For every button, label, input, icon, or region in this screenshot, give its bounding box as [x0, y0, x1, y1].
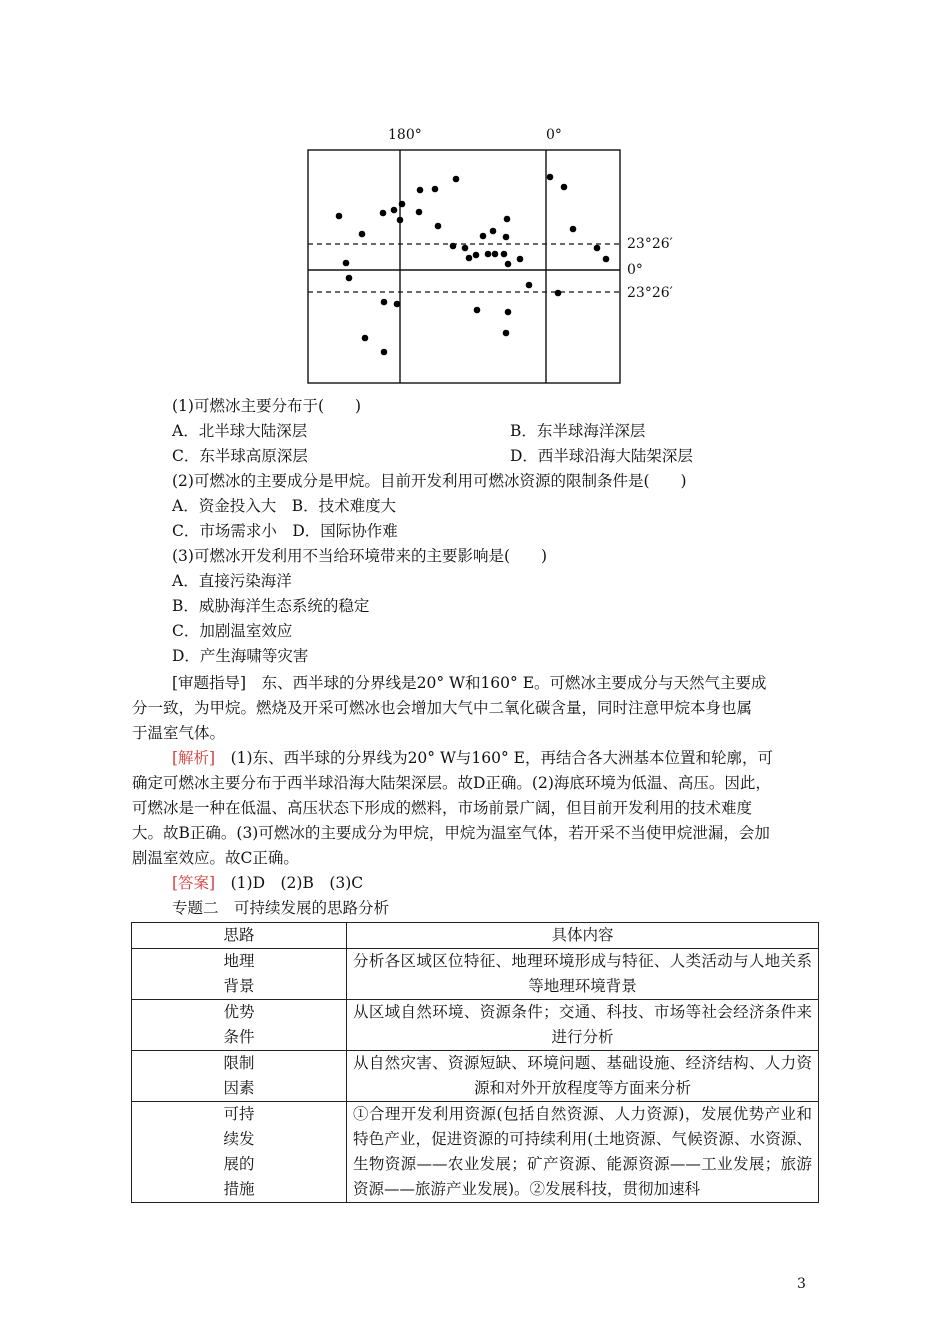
row-content-cell: ①合理开发利用资源(包括自然资源、人力资源)，发展优势产业和特色产业，促进资源的可持续利用(土地资源、气候资源、水资源、生物资源——农业发展；矿产资源、能源资源——工业发展；旅游资源——旅游产业发展)。②发展科技，贯彻加速科: [347, 1102, 819, 1203]
deposit-dot: [466, 255, 473, 262]
q3-option-c: C．加剧温室效应: [172, 622, 293, 640]
deposit-dot: [570, 226, 577, 233]
header-cell-content: 具体内容: [347, 923, 819, 949]
deposit-dot: [503, 330, 510, 337]
deposit-dot: [462, 245, 469, 252]
deposit-dot: [517, 256, 524, 263]
question-2: (2)可燃冰的主要成分是甲烷。目前开发利用可燃冰资源的限制条件是( ): [172, 472, 687, 490]
deposit-dot: [380, 210, 387, 217]
deposit-dot: [432, 186, 439, 193]
deposit-dot: [503, 234, 510, 241]
deposit-dot: [547, 174, 554, 181]
deposit-dot: [381, 299, 388, 306]
deposit-dot: [480, 233, 487, 240]
deposit-dot: [485, 251, 492, 258]
deposit-dot: [555, 290, 562, 297]
label-180: 180°: [388, 127, 422, 143]
deposit-dot: [474, 307, 481, 314]
row-label-line: 可持: [223, 1105, 255, 1123]
sustainable-development-table: [131, 922, 819, 1203]
q3-option-a: A．直接污染海洋: [172, 572, 292, 590]
row-content-cell: 从区域自然环境、资源条件；交通、科技、市场等社会经济条件来进行分析: [347, 1000, 819, 1051]
deposit-dot: [435, 223, 442, 230]
deposit-dot: [453, 176, 460, 183]
analysis-text-1: (1)东、西半球的分界线为20° W与160° E，再结合各大洲基本位置和轮廓，可: [215, 749, 773, 767]
q1-option-c: C．东半球高原深层: [172, 447, 308, 465]
map-frame: [308, 150, 620, 383]
answer-tag: [答案]: [172, 874, 216, 892]
row-label-line: 因素: [223, 1079, 255, 1097]
deposit-dot: [336, 213, 343, 220]
label-0-meridian: 0°: [546, 127, 562, 143]
label-tropic-south: 23°26′: [627, 285, 673, 301]
deposit-dot: [594, 245, 601, 252]
table-row: [132, 1102, 819, 1203]
deposit-dot: [394, 301, 401, 308]
analysis-line-5: 剧温室效应。故C正确。: [132, 849, 299, 867]
deposit-dot: [473, 252, 480, 259]
deposit-dot: [504, 216, 511, 223]
map-svg: [300, 120, 700, 390]
row-label-line: 续发: [223, 1130, 255, 1148]
row-content-cell: 分析各区域区位特征、地理环境形成与特征、人类活动与人地关系等地理环境背景: [347, 949, 819, 1000]
deposit-dot: [501, 251, 508, 258]
table-header-row: [132, 923, 819, 949]
gas-hydrate-distribution-map: [300, 120, 700, 390]
q3-option-b: B．威胁海洋生态系统的稳定: [172, 597, 370, 615]
row-label-line: 展的: [223, 1155, 255, 1173]
guide-line-2: 分一致，为甲烷。燃烧及开采可燃冰也会增加大气中二氧化碳含量，同时注意甲烷本身也属: [132, 699, 753, 717]
question-3: (3)可燃冰开发利用不当给环境带来的主要影响是( ): [172, 547, 548, 565]
row-label-cell: [132, 1000, 347, 1051]
deposit-dot: [391, 207, 398, 214]
q2-options-ab: A．资金投入大 B．技术难度大: [172, 497, 397, 515]
row-label-line: 限制: [223, 1054, 255, 1072]
row-label-line: 优势: [223, 1003, 255, 1021]
deposit-dot: [362, 335, 369, 342]
deposit-dot: [492, 251, 499, 258]
analysis-line-1: [172, 748, 773, 768]
page-number: 3: [797, 1276, 806, 1292]
guide-text-1: 东、西半球的分界线是20° W和160° E。可燃冰主要成分与天然气主要成: [246, 674, 767, 692]
deposit-dot: [416, 209, 423, 216]
analysis-tag: [解析]: [172, 749, 216, 767]
deposit-dot: [526, 282, 533, 289]
deposit-dot: [346, 275, 353, 282]
table-row: [132, 949, 819, 1000]
answer-line: [172, 873, 363, 893]
header-cell-thinking: 思路: [132, 923, 347, 949]
guide-line-1: [172, 673, 767, 693]
q3-option-d: D．产生海啸等灾害: [172, 647, 309, 665]
row-label-line: 条件: [223, 1028, 255, 1046]
row-label-line: 地理: [223, 952, 255, 970]
deposit-dot: [450, 243, 457, 250]
answer-text: (1)D (2)B (3)C: [215, 874, 364, 892]
deposit-dot: [505, 261, 512, 268]
table-row: [132, 1000, 819, 1051]
q2-options-cd: C．市场需求小 D．国际协作难: [172, 522, 398, 540]
row-label-cell: [132, 1051, 347, 1102]
deposit-dot: [603, 256, 610, 263]
deposit-dot: [561, 184, 568, 191]
analysis-line-4: 大。故B正确。(3)可燃冰的主要成分为甲烷，甲烷为温室气体，若开采不当使甲烷泄漏，会加: [132, 824, 770, 842]
question-1: (1)可燃冰主要分布于( ): [172, 397, 362, 415]
topic-title: 专题二 可持续发展的思路分析: [172, 899, 390, 917]
q1-option-d: D．西半球沿海大陆架深层: [510, 447, 693, 465]
analysis-line-3: 可燃冰是一种在低温、高压状态下形成的燃料，市场前景广阔，但目前开发利用的技术难度: [132, 799, 753, 817]
deposit-dot: [417, 187, 424, 194]
q1-option-a: A．北半球大陆深层: [172, 422, 308, 440]
deposit-dot: [359, 231, 366, 238]
deposit-points: [336, 174, 610, 356]
deposit-dot: [381, 349, 388, 356]
deposit-dot: [490, 228, 497, 235]
guide-tag: [审题指导]: [172, 674, 247, 692]
row-label-cell: [132, 1102, 347, 1203]
label-tropic-north: 23°26′: [627, 236, 673, 252]
row-label-cell: [132, 949, 347, 1000]
label-equator: 0°: [627, 262, 643, 278]
analysis-line-2: 确定可燃冰主要分布于西半球沿海大陆架深层。故D正确。(2)海底环境为低温、高压。因此，: [132, 774, 771, 792]
row-label-line: 措施: [223, 1180, 255, 1198]
deposit-dot: [399, 201, 406, 208]
guide-line-3: 于温室气体。: [132, 724, 226, 742]
row-label-line: 背景: [223, 977, 255, 995]
table-row: [132, 1051, 819, 1102]
row-content-cell: 从自然灾害、资源短缺、环境问题、基础设施、经济结构、人力资源和对外开放程度等方面来分析: [347, 1051, 819, 1102]
deposit-dot: [343, 260, 350, 267]
deposit-dot: [397, 217, 404, 224]
deposit-dot: [505, 309, 512, 316]
q1-option-b: B．东半球海洋深层: [510, 422, 646, 440]
